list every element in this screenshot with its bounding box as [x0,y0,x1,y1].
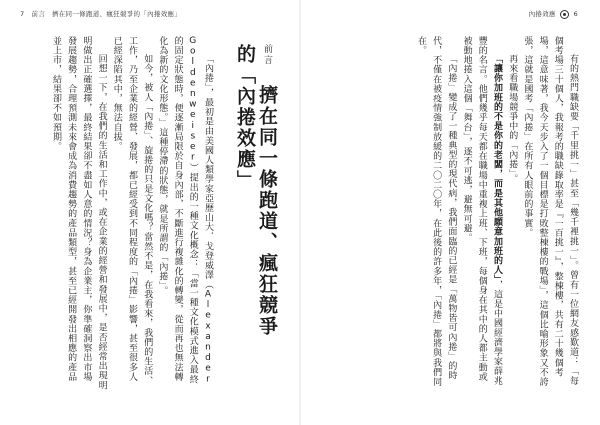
right-page-number: 6 [573,10,578,18]
left-page-number: 7 [20,10,25,18]
chapter-title-block [223,44,278,344]
preface-label: 前言 [262,44,272,66]
left-running-header [20,9,181,18]
chapter-title: 擠在同一條跑道、瘋狂競爭的「內捲效應」 [234,44,278,337]
paragraph: 如今，被人「內捲」、旋捲的只是文化嗎？當然不是，在我看來，我們的生活、工作，乃至企業的經營、發展，都已經受到不同程度的「內捲」影響，甚至很多人已經深陷其中，無法自拔。 [111,36,153,386]
paragraph: 再來看職場競爭中的「內捲」。 [507,54,518,184]
right-running-header [529,9,578,19]
paragraph: 「內捲」，最初是由美國人類學家亞歷山大．戈登威澤（Alexander Goldenweiser）提出的一種文化概念：「當一種文化模式進入最終的固定狀態時，便逐漸局限於自身內部，不斷進行複雜化的轉變，從而再也無法轉化為新的文化形態。」這種停滯的狀態，就是所謂的「內捲」。 [157,36,213,385]
book-gutter [299,0,301,425]
paragraph: 回想一下，在我們的生活和工作中，或在企業的經營和發展中，是否經常出現明明做出正確選擇，最終結果卻不盡如人意的情況？身為企業主，你準確洞察出市場發展趨勢，合理預測未來會成為消費趨勢的產品類型，甚至已經開發出相應的產品並上市，結果卻不如預期。 [50,36,107,390]
paragraph: 有的熱門職缺要「千里挑一」甚至「幾千裡挑一」。曾有一位網友感歎道：「每個考場三十個人，我報考的職缺錄取率是『一百挑一』，整棟樓，共有二十幾個考場，這意味著，我今天步入了一個目標是打敗整棟樓的戰場」，這個比喻形象又不誇張，這就是國考「內捲」在所有人眼前的事實。 [522,36,578,387]
paragraph: 「內捲」變成了一種典型的現代病，我們面臨的已經是「萬物皆可內捲」的時代，不僅在被疫情強制放緩的二〇二〇年，在此後的許多年，「內捲」都將與我們同在。 [415,36,457,387]
right-page-body [318,36,580,391]
right-running-title: 內捲效應 [528,10,556,18]
left-page-body [20,36,215,391]
paragraph-bold: 「讓你加班的不是你的老闆，而是其他願意加班的人」，這是中國經濟學家薛兆豐的名言。他們幾乎每天都在職場中重複上班、下班，每個身在其中的人都主動或被動地捲入這個「舞台」，逐不可逃，避無可避。 [461,36,502,386]
left-running-title: 前言 擠在同一條跑道、瘋狂競爭的「內捲效應」 [31,10,182,18]
bold-quote: 「讓你加班的不是你的老闆，而是其他願意加班的人」 [491,54,502,280]
ornament-icon [560,10,569,19]
